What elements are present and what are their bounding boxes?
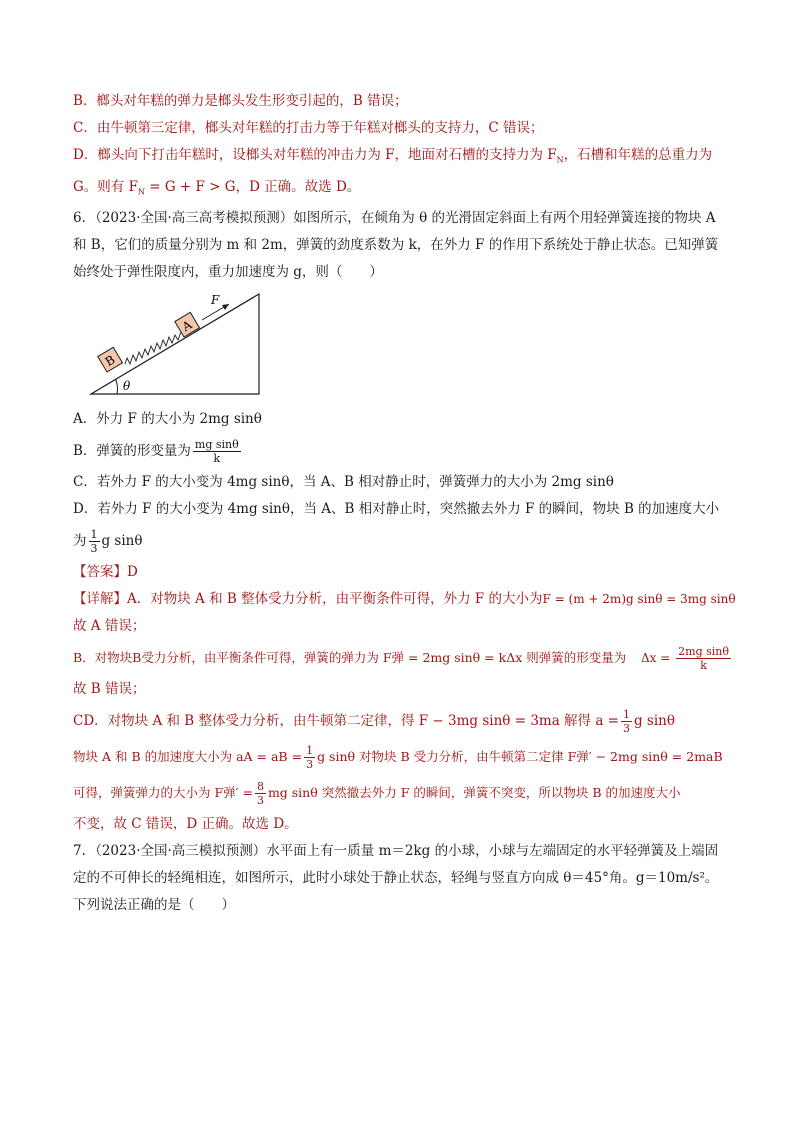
- incline-slope: [91, 294, 259, 394]
- angle-arc: [116, 379, 118, 394]
- q6-option-d-fraction: $\frac{1}{3}$: [90, 528, 98, 556]
- q6-detail-line7: 可得，弹簧弹力的大小为 F弹′ = $\frac{8}{3}$ mg sinθ 突然撤去外力 F 的瞬间，弹簧不突变，所以物块 B 的加速度大小: [73, 780, 681, 808]
- q6-answer: [73, 559, 733, 586]
- q6-detail-line1: 【详解】A．对物块 A 和 B 整体受力分析，由平衡条件可得，外力 F 的大小为 F = (m + 2m)g sinθ = 3mg sinθ: [73, 586, 733, 613]
- page-content: [73, 88, 736, 919]
- q6-detail-line2: 故 A 错误；: [73, 618, 146, 635]
- prev-option-b-explanation: B．榔头对年糕的弹力是榔头发生形变引起的，B 错误；: [73, 93, 408, 109]
- incline-diagram: [89, 292, 289, 402]
- prev-option-d-explanation-line1: D．榔头向下打击年糕时，设榔头对年糕的冲击力为 F，地面对石槽的支持力为 $F_N$，石槽和年糕的总重力为: [73, 147, 713, 165]
- q6-detail-line8: 不变，故 C 错误，D 正确。故选 D。: [73, 816, 298, 833]
- prev-option-c-explanation: C．由牛顿第三定律，榔头对年糕的打击力等于年糕对榔头的支持力，C 错误；: [73, 120, 544, 136]
- q6-option-d[interactable]: [73, 496, 733, 523]
- q6-stem-line1: 6．（2023·全国·高三高考模拟预测）如图所示，在倾角为 θ 的光滑固定斜面上有两个用轻弹簧连接的物块 A: [73, 210, 716, 227]
- block-b-label: B: [102, 352, 118, 370]
- force-label: F: [211, 293, 220, 308]
- q6-option-d-line1: D．若外力 F 的大小变为 4mg sinθ，当 A、B 相对静止时，突然撤去外力 F 的瞬间，物块 B 的加速度大小: [73, 501, 720, 518]
- theta-label: θ: [123, 379, 131, 394]
- incline-figure: [89, 292, 289, 402]
- q6-option-d-line2: 为 $\frac{1}{3}$ g sinθ: [73, 528, 143, 556]
- q7-stem-line1: 7．（2023·全国·高三模拟预测）水平面上有一质量 m＝2kg 的小球，小球与左端固定的水平轻弹簧及上端固: [73, 843, 719, 860]
- q6-detail-line3: B．对物块B受力分析，由平衡条件可得，弹簧的弹力为 F弹 = 2mg sinθ = kΔx 则弹簧的形变量为 Δx = $\frac{\text{2mg sinθ}}{k}$: [73, 640, 733, 676]
- detail-label: 【详解】: [73, 591, 127, 608]
- detail-eq1: F = (m + 2m)g sinθ = 3mg sinθ: [542, 592, 736, 607]
- q7-stem-line2: 定的不可伸长的轻绳相连，如图所示，此时小球处于静止状态，轻绳与竖直方向成 θ＝45°角。g＝10m/s²。: [73, 870, 719, 887]
- q6-option-a[interactable]: A．外力 F 的大小为 2mg sinθ: [73, 411, 262, 428]
- q6-detail-line6: 物块 A 和 B 的加速度大小为 aA = aB = $\frac{1}{3}$ g sinθ 对物块 B 受力分析，由牛顿第二定律 F弹′ − 2mg sinθ = 2maB: [73, 744, 723, 772]
- answer-label: 【答案】: [73, 564, 127, 581]
- answer-value: D: [127, 564, 138, 581]
- spring: [125, 332, 184, 364]
- block-a-label: A: [179, 318, 195, 335]
- q6-option-b[interactable]: [73, 433, 733, 469]
- q6-option-c[interactable]: C．若外力 F 的大小变为 4mg sinθ，当 A、B 相对静止时，弹簧弹力的大小为 2mg sinθ: [73, 474, 614, 491]
- q6-stem-line2: 和 B，它们的质量分别为 m 和 2m，弹簧的劲度系数为 k，在外力 F 的作用下系统处于静止状态。已知弹簧: [73, 237, 719, 254]
- prev-option-d-explanation-line2: G。则有 $F_N = G + F > G$，D 正确。故选 D。: [73, 178, 361, 197]
- detail-eq3: Δx = $\frac{\text{2mg sinθ}}{k}$: [641, 645, 729, 673]
- q6-detail-line4: 故 B 错误；: [73, 681, 146, 698]
- q6-stem-line3: 始终处于弹性限度内，重力加速度为 g，则（ ）: [73, 264, 383, 281]
- q7-stem-line3: 下列说法正确的是（ ）: [73, 897, 235, 914]
- q6-detail-line5: CD．对物块 A 和 B 整体受力分析，由牛顿第二定律，得 F − 3mg sinθ = 3ma 解得 a = $\frac{1}{3}$ g sinθ: [73, 708, 676, 736]
- q6-option-b-fraction: $\frac{\text{mg sinθ}}{k}$: [194, 438, 239, 466]
- q6-option-b-text: B．弹簧的形变量为: [73, 443, 191, 460]
